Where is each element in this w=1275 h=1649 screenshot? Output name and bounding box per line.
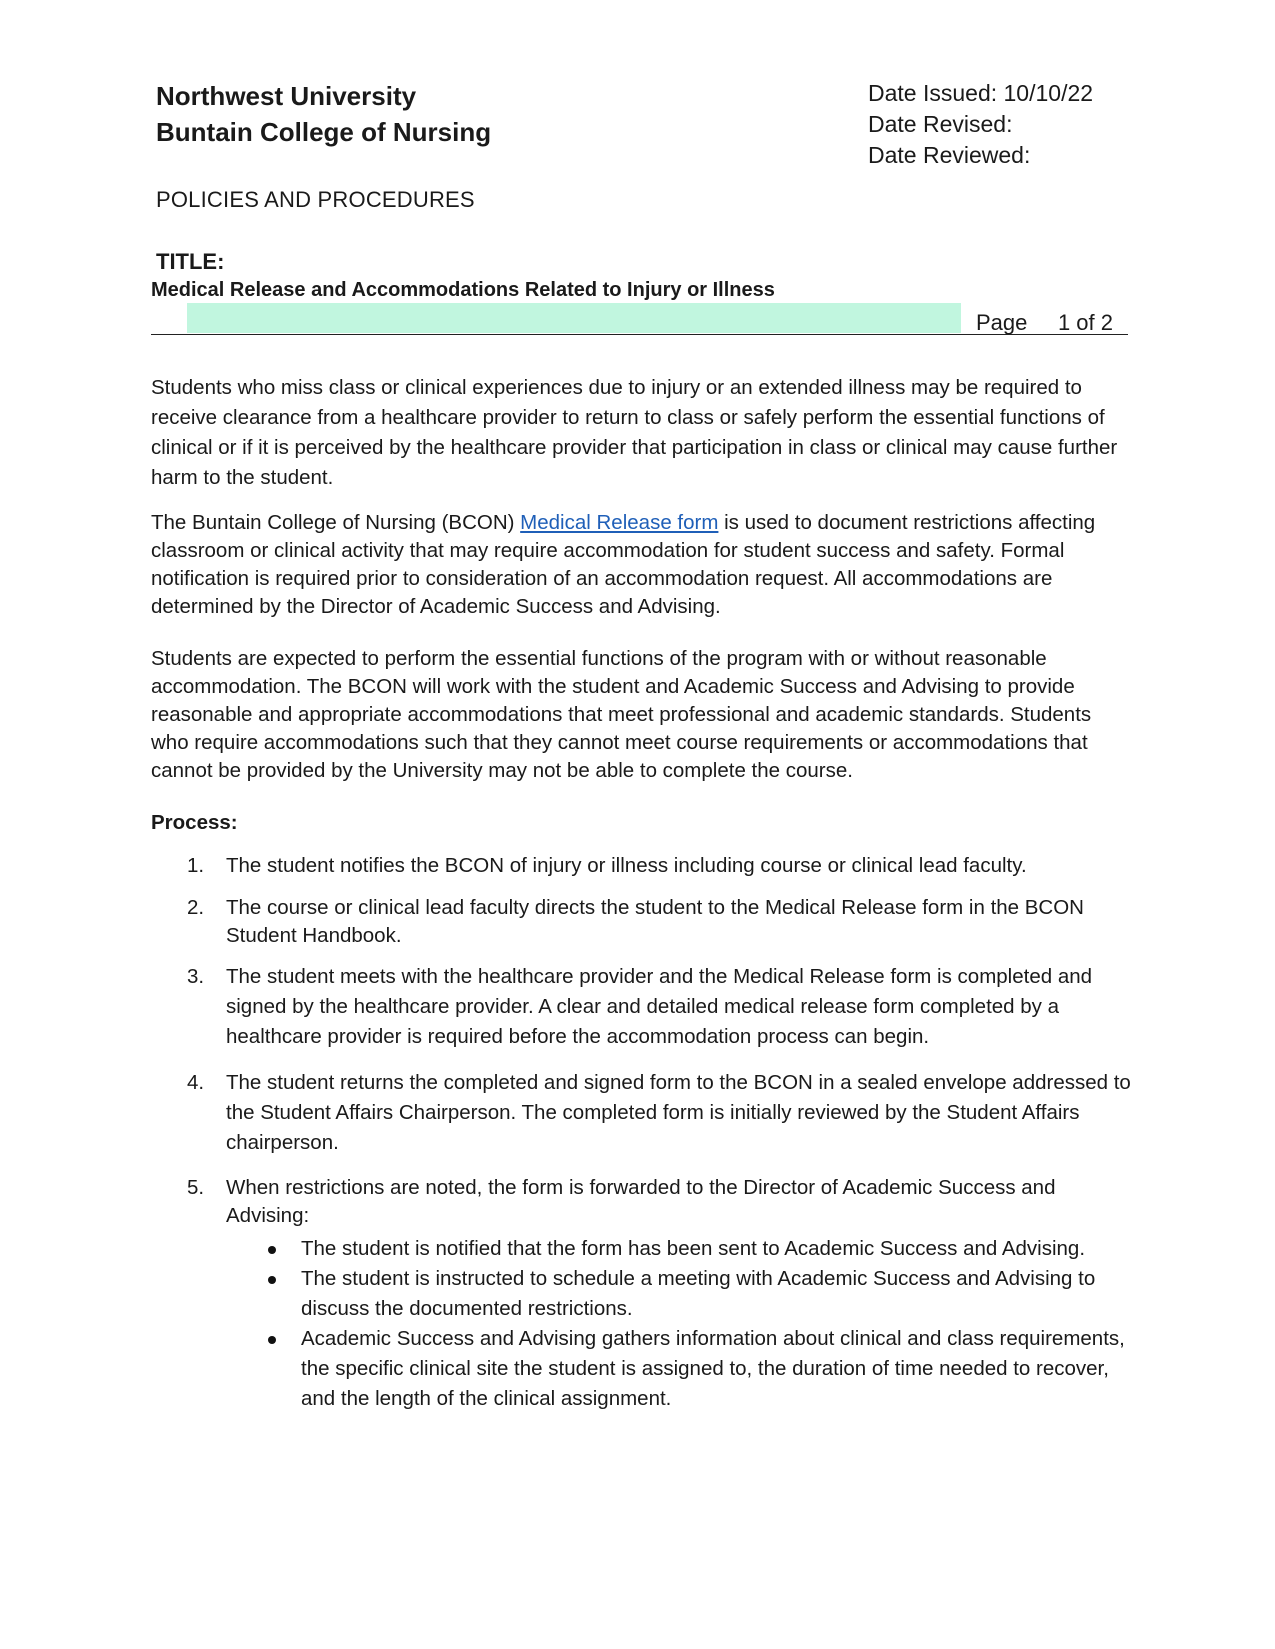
policy-title: Medical Release and Accommodations Related to Injury or Illness xyxy=(151,279,775,301)
college-name: Buntain College of Nursing xyxy=(156,117,492,147)
intro-paragraph: Students who miss class or clinical experiences due to injury or an extended illness may be required to receive clearance from a healthcare provider to return to class or safely perform the essential functions of clinical or if it is perceived by the healthcare provider that participation in class or clinical may cause further harm to the student. xyxy=(151,376,1118,489)
step-text: The student returns the completed and signed form to the BCON in a sealed envelope addressed to the Student Affairs Chairperson. The completed form is initially reviewed by the Student Affairs chairperson. xyxy=(226,1071,1131,1154)
date-issued: Date Issued: 10/10/22 xyxy=(868,80,1094,106)
policy-body xyxy=(151,373,1131,1414)
process-heading: Process: xyxy=(151,811,238,834)
process-steps xyxy=(151,851,1131,1414)
date-block xyxy=(868,78,1093,171)
paragraph-text: The Buntain College of Nursing (BCON) xyxy=(151,511,521,534)
header-rule xyxy=(151,334,1128,335)
step-text: When restrictions are noted, the form is forwarded to the Director of Academic Success and Advising: xyxy=(226,1176,1056,1227)
medical-release-form-link[interactable]: Medical Release form xyxy=(520,511,719,534)
university-name: Northwest University xyxy=(156,81,417,111)
list-item xyxy=(151,962,1131,1052)
date-reviewed: Date Reviewed: xyxy=(868,142,1031,168)
step-text: The course or clinical lead faculty directs the student to the Medical Release form in the BCON Student Handbook. xyxy=(226,896,1084,947)
medical-release-paragraph xyxy=(151,509,1131,621)
bullet-item xyxy=(226,1324,1131,1414)
bullet-item xyxy=(226,1264,1131,1324)
page-number: Page 1 of 2 xyxy=(976,310,1113,335)
paragraph-text: is used to document restrictions affecting classroom or clinical activity that may require accommodation for student success and safety. Formal notification is required prior to consideration of an accommodation request. All accommodations are determined by the Director of Academic Success and Advising. xyxy=(151,511,1096,618)
bullet-item xyxy=(226,1234,1131,1264)
bullet-icon xyxy=(268,1246,276,1254)
list-item xyxy=(151,894,1131,950)
bullet-icon xyxy=(268,1276,276,1284)
step-5-bullets xyxy=(226,1234,1131,1414)
step-text: The student notifies the BCON of injury or illness including course or clinical lead faculty. xyxy=(226,854,1027,877)
bullet-icon xyxy=(268,1336,276,1344)
list-item xyxy=(151,1068,1131,1158)
bullet-text: Academic Success and Advising gathers information about clinical and class requirements, the specific clinical site the student is assigned to, the duration of time needed to recover, and the length of the clinical assignment. xyxy=(301,1327,1125,1410)
date-revised: Date Revised: xyxy=(868,111,1013,137)
bullet-text: The student is notified that the form has been sent to Academic Success and Advising. xyxy=(301,1237,1086,1260)
step-number: 4. xyxy=(187,1071,205,1094)
bullet-text: The student is instructed to schedule a meeting with Academic Success and Advising to discuss the documented restrictions. xyxy=(301,1267,1096,1320)
step-number: 3. xyxy=(187,965,205,988)
list-item xyxy=(151,851,1131,881)
essential-functions-paragraph: Students are expected to perform the essential functions of the program with or without reasonable accommodation. The BCON will work with the student and Academic Success and Advising to provide reasonable and appropriate accommodations that meet professional and academic standards. Students who require accommodations such that they cannot meet course requirements or accommodations that cannot be provided by the University may not be able to complete the course. xyxy=(151,647,1092,782)
organization-name xyxy=(156,78,491,150)
step-number: 1. xyxy=(187,854,205,877)
step-number: 2. xyxy=(187,896,205,919)
title-label: TITLE: xyxy=(156,249,225,274)
step-text: The student meets with the healthcare provider and the Medical Release form is completed and signed by the healthcare provider. A clear and detailed medical release form completed by a healthcare provider is required before the accommodation process can begin. xyxy=(226,965,1093,1048)
step-number: 5. xyxy=(187,1176,205,1199)
section-heading: POLICIES AND PROCEDURES xyxy=(156,187,475,212)
list-item xyxy=(151,1174,1131,1414)
title-highlight xyxy=(187,303,961,333)
